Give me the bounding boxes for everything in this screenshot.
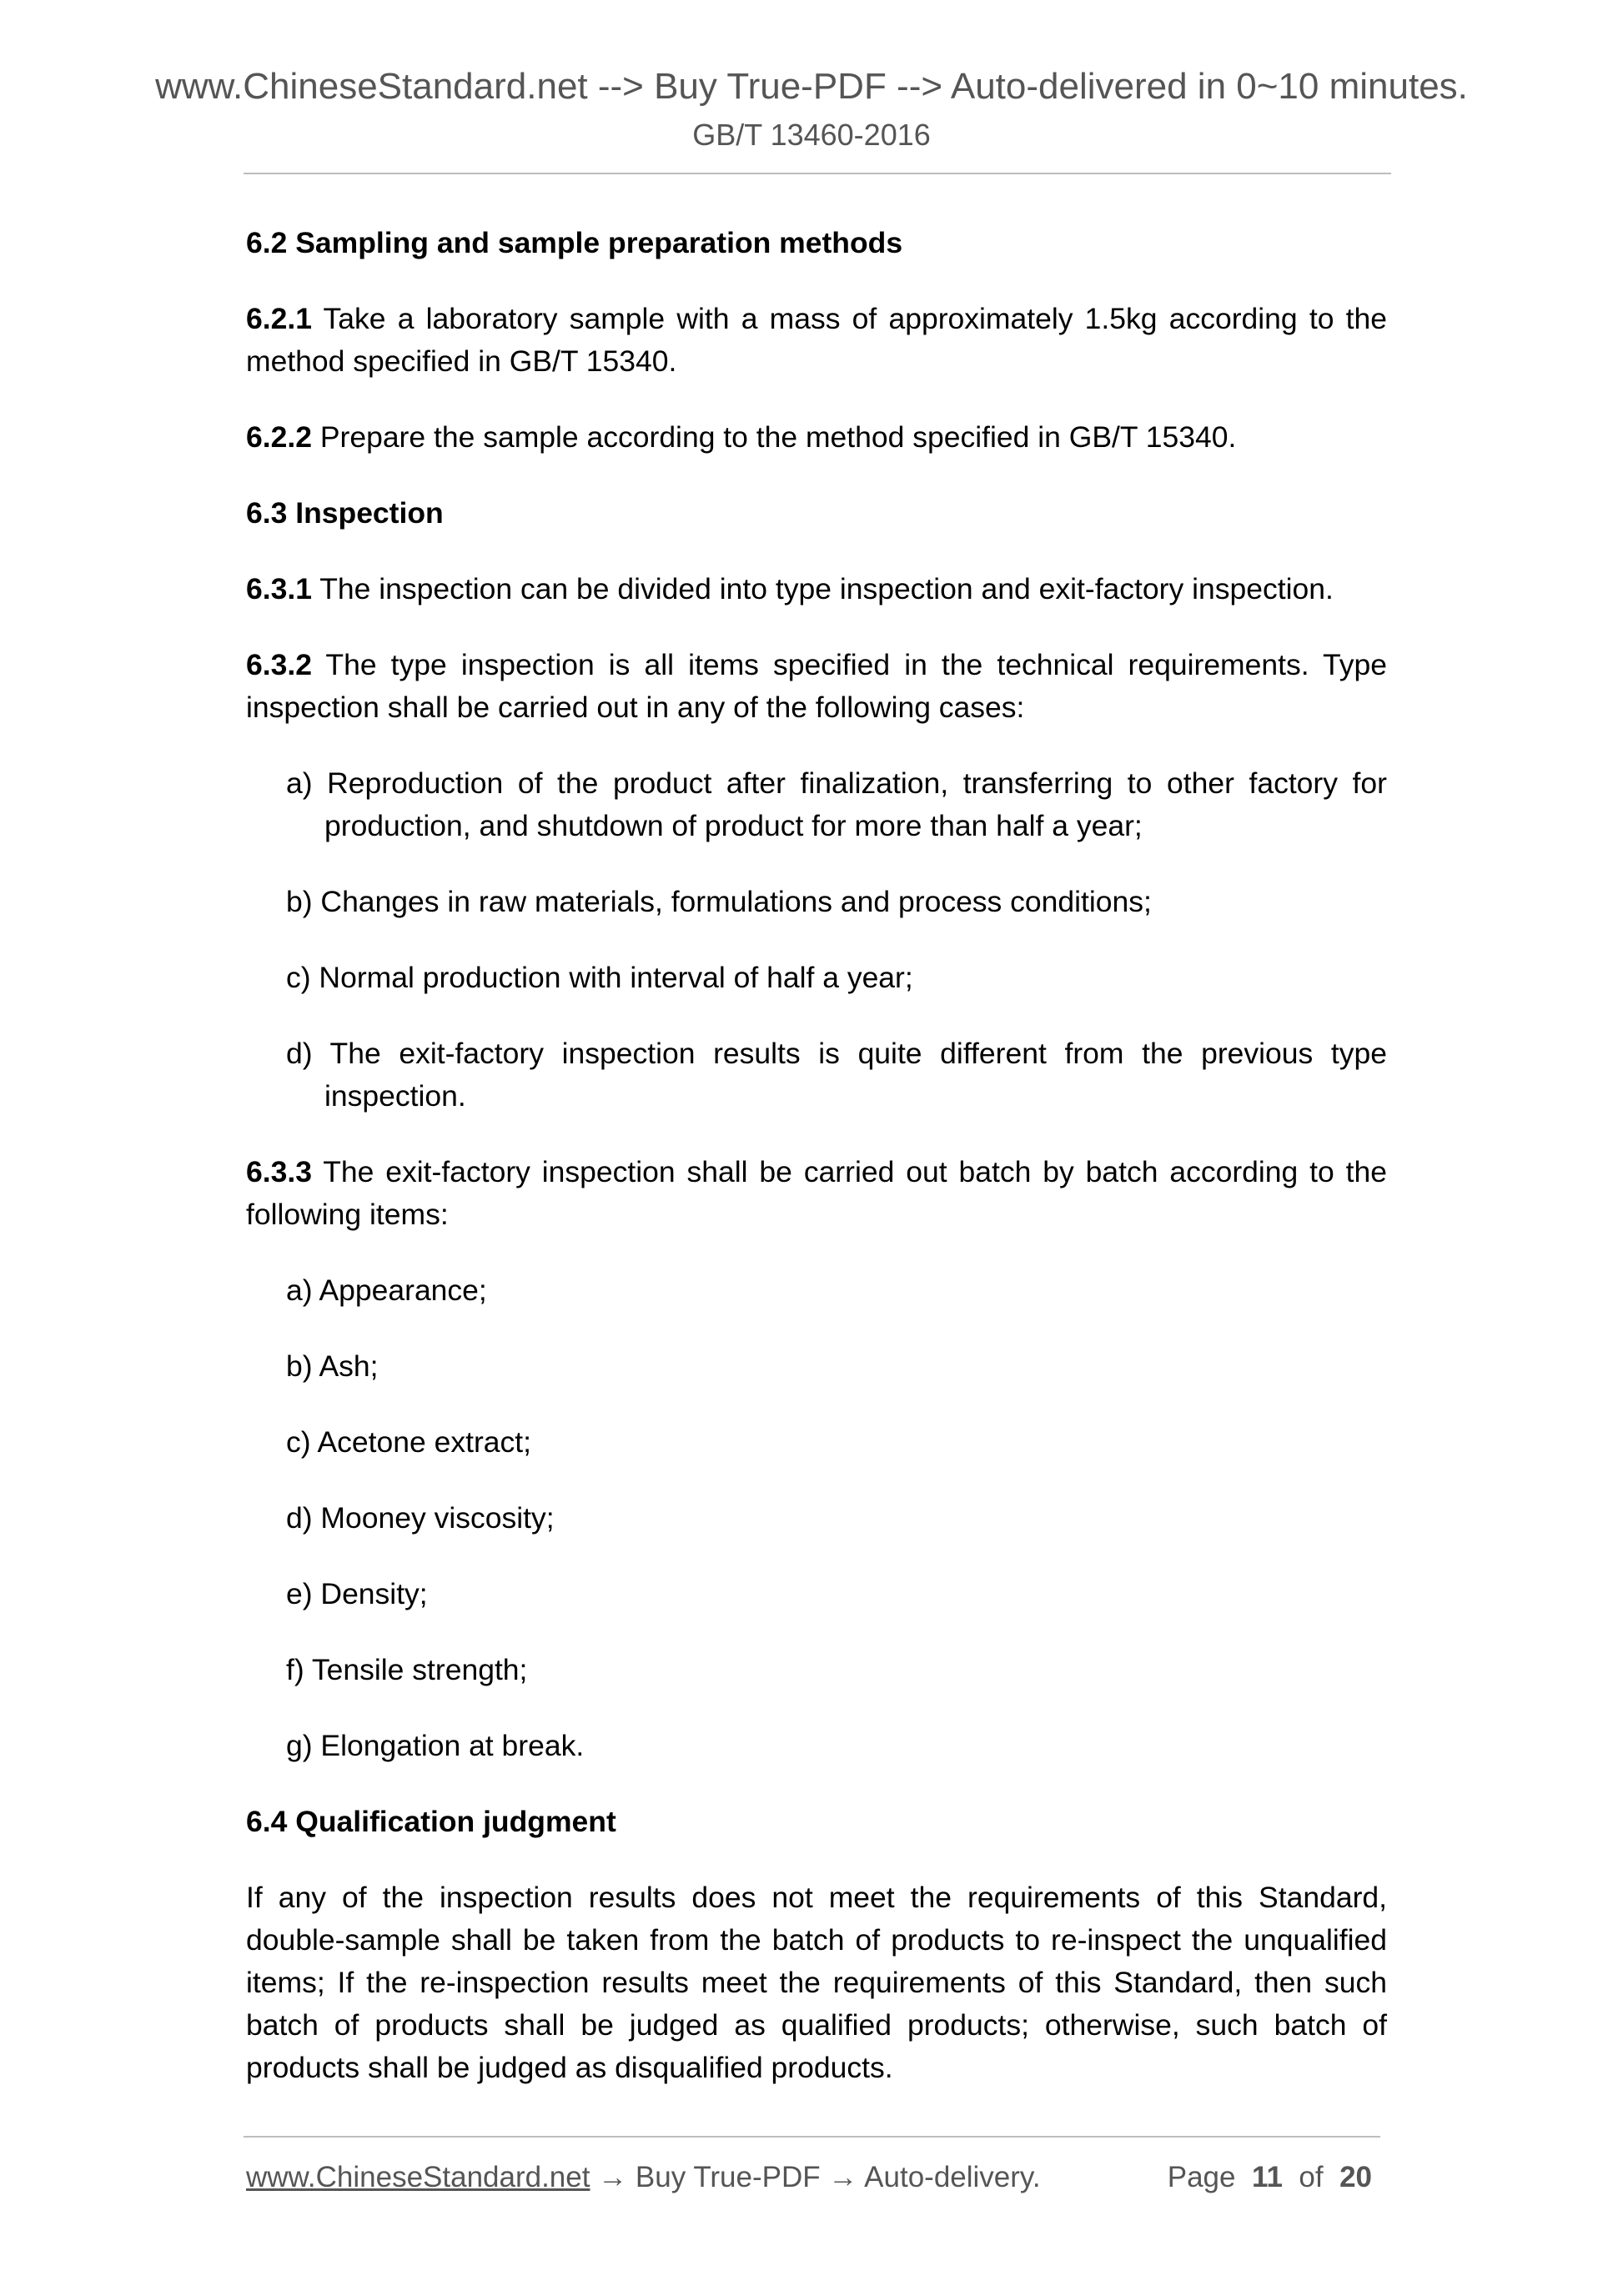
clause-number: 6.2.2 (246, 420, 312, 454)
clause-text: The exit-factory inspection shall be carried out batch by batch according to the following items: (246, 1155, 1387, 1231)
list-item: b) Changes in raw materials, formulations and process conditions; (286, 885, 1152, 918)
section-6-3-heading: 6.3 Inspection (246, 496, 444, 530)
footer-divider (244, 2136, 1380, 2138)
list-item: f) Tensile strength; (286, 1653, 528, 1686)
list-item: c) Normal production with interval of half a year; (286, 961, 913, 994)
document-body (246, 222, 1387, 2123)
page-total: 20 (1339, 2161, 1372, 2193)
header-divider (244, 173, 1391, 174)
list-item: d) Mooney viscosity; (286, 1501, 555, 1535)
list-item: g) Elongation at break. (286, 1729, 585, 1762)
footer-promo (246, 2154, 1041, 2201)
clause-number: 6.2.1 (246, 302, 312, 335)
clause-text: The type inspection is all items specified in the technical requirements. Type inspection shall be carried out in any of the following cases: (246, 648, 1387, 724)
list-item: a) Reproduction of the product after finalization, transferring to other factory for production, and shutdown of product for more than half a year; (286, 766, 1387, 842)
footer-tagline: → Buy True-PDF → Auto-delivery. (590, 2161, 1041, 2193)
list-item: a) Appearance; (286, 1274, 487, 1307)
header-banner: www.ChineseStandard.net --> Buy True-PDF --> Auto-delivered in 0~10 minutes. (155, 66, 1468, 107)
clause-number: 6.3.1 (246, 572, 312, 605)
list-item: c) Acetone extract; (286, 1425, 532, 1459)
clause-number: 6.3.3 (246, 1155, 312, 1188)
clause-number: 6.3.2 (246, 648, 312, 681)
clause-6-2-2 (246, 416, 1387, 459)
section-6-4-heading: 6.4 Qualification judgment (246, 1805, 616, 1838)
list-item: d) The exit-factory inspection results is quite different from the previous type inspection. (286, 1037, 1387, 1113)
page-footer (246, 2154, 1380, 2201)
section-6-2-heading: 6.2 Sampling and sample preparation methods (246, 226, 903, 259)
page-number (1168, 2154, 1372, 2201)
clause-6-3-2 (246, 644, 1387, 729)
page-current: 11 (1251, 2161, 1283, 2193)
clause-text: The inspection can be divided into type inspection and exit-factory inspection. (311, 572, 1334, 605)
clause-6-3-1 (246, 568, 1387, 610)
clause-text: Take a laboratory sample with a mass of approximately 1.5kg according to the method specified in GB/T 15340. (246, 302, 1387, 378)
standard-code: GB/T 13460-2016 (692, 118, 931, 152)
clause-6-3-3 (246, 1151, 1387, 1236)
page-label: Page (1167, 2161, 1236, 2193)
clause-6-4-text: If any of the inspection results does not meet the requirements of this Standard, double-sample shall be taken from the batch of products to re-inspect the unqualified items; If the re-inspection results meet the requirements of this Standard, then such batch of products shall be judged as qualified products; otherwise, such batch of products shall be judged as disqualified products. (246, 1881, 1387, 2084)
clause-text: Prepare the sample according to the method specified in GB/T 15340. (311, 420, 1237, 454)
page-of: of (1299, 2161, 1324, 2193)
footer-site-link[interactable]: www.ChineseStandard.net (246, 2161, 590, 2193)
list-item: e) Density; (286, 1577, 428, 1610)
clause-6-2-1 (246, 298, 1387, 383)
list-item: b) Ash; (286, 1349, 379, 1383)
